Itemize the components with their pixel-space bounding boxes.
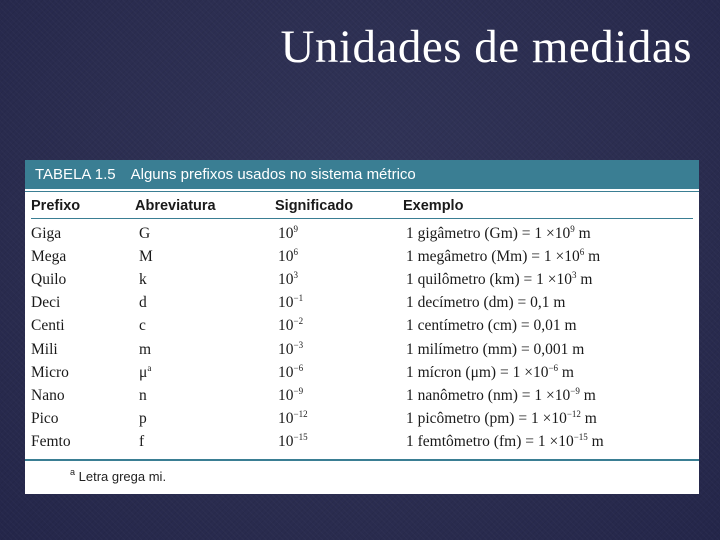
abbreviation-cell: f (139, 433, 145, 451)
table-row (31, 431, 693, 454)
example-cell: 1 quilômetro $(km) = 1 \times 10^3$ m (406, 269, 593, 288)
table-row (31, 219, 693, 246)
table-row (31, 384, 693, 407)
footnote-marker: a (70, 467, 76, 477)
abbreviation-cell: m (139, 340, 152, 358)
meaning-cell: $10^3$ (278, 269, 298, 288)
example-cell: 1 femtômetro $(fm) = 1 \times 10^{-15}$ m (406, 432, 604, 451)
table-number: TABELA 1.5 (35, 166, 116, 183)
meaning-cell: $10^{-12}$ (278, 409, 308, 428)
example-cell: 1 milímetro (mm) = 0,001 m (406, 340, 585, 358)
meaning-cell: $10^6$ (278, 246, 298, 265)
example-cell: 1 decímetro (dm) = 0,1 m (406, 294, 566, 312)
abbreviation-cell: $\mu^a$ (139, 362, 152, 381)
abbreviation-cell: G (139, 224, 151, 242)
abbreviation-cell: d (139, 294, 147, 312)
column-header-abbreviation: Abreviatura (135, 194, 275, 219)
table-row (31, 245, 693, 268)
prefix-cell: Deci (31, 294, 61, 312)
abbreviation-cell: k (139, 270, 147, 288)
table-row (31, 408, 693, 431)
table-caption-bar (25, 160, 699, 189)
prefix-cell: Centi (31, 317, 65, 335)
prefix-cell: Femto (31, 433, 71, 451)
prefix-table-card (25, 160, 699, 494)
prefix-cell: Mili (31, 340, 58, 358)
prefix-cell: Pico (31, 410, 59, 428)
table-bottom-divider (25, 459, 699, 461)
column-header-prefix: Prefixo (31, 194, 135, 219)
abbreviation-cell: c (139, 317, 146, 335)
prefix-cell: Micro (31, 363, 69, 381)
prefix-cell: Quilo (31, 270, 67, 288)
table-row (31, 361, 693, 384)
table-caption: Alguns prefixos usados no sistema métrico (130, 166, 416, 183)
example-cell: 1 gigâmetro $(Gm) = 1 \times 10^9$ m (406, 223, 591, 242)
table-row (31, 292, 693, 315)
table-row (31, 338, 693, 361)
meaning-cell: $10^{-15}$ (278, 432, 308, 451)
example-cell: 1 mícron $(\mu m) = 1 \times 10^{-6}$ m (406, 362, 574, 381)
abbreviation-cell: n (139, 386, 147, 404)
meaning-cell: $10^{-3}$ (278, 339, 304, 358)
table-row (31, 315, 693, 338)
abbreviation-cell: M (139, 247, 153, 265)
meaning-cell: $10^{-9}$ (278, 385, 304, 404)
table-header-row (31, 194, 693, 219)
prefix-table (31, 194, 693, 454)
example-cell: 1 picômetro $(pm) = 1 \times 10^{-12}$ m (406, 409, 597, 428)
table-footnote (70, 469, 166, 484)
prefix-cell: Nano (31, 386, 65, 404)
slide-title: Unidades de medidas (280, 21, 692, 73)
table-body (31, 219, 693, 454)
meaning-cell: $10^9$ (278, 223, 298, 242)
column-header-meaning: Significado (275, 194, 403, 219)
prefix-cell: Giga (31, 224, 62, 242)
example-cell: 1 centímetro (cm) = 0,01 m (406, 317, 577, 335)
prefix-cell: Mega (31, 247, 67, 265)
example-cell: 1 megâmetro $(Mm) = 1 \times 10^6$ m (406, 246, 601, 265)
caption-divider (25, 191, 699, 192)
meaning-cell: $10^{-2}$ (278, 316, 304, 335)
meaning-cell: $10^{-1}$ (278, 293, 304, 312)
meaning-cell: $10^{-6}$ (278, 362, 304, 381)
column-header-example: Exemplo (403, 194, 693, 219)
footnote-text: Letra grega mi. (75, 469, 167, 484)
table-row (31, 268, 693, 291)
example-cell: 1 nanômetro $(nm) = 1 \times 10^{-9}$ m (406, 385, 596, 404)
abbreviation-cell: p (139, 410, 147, 428)
